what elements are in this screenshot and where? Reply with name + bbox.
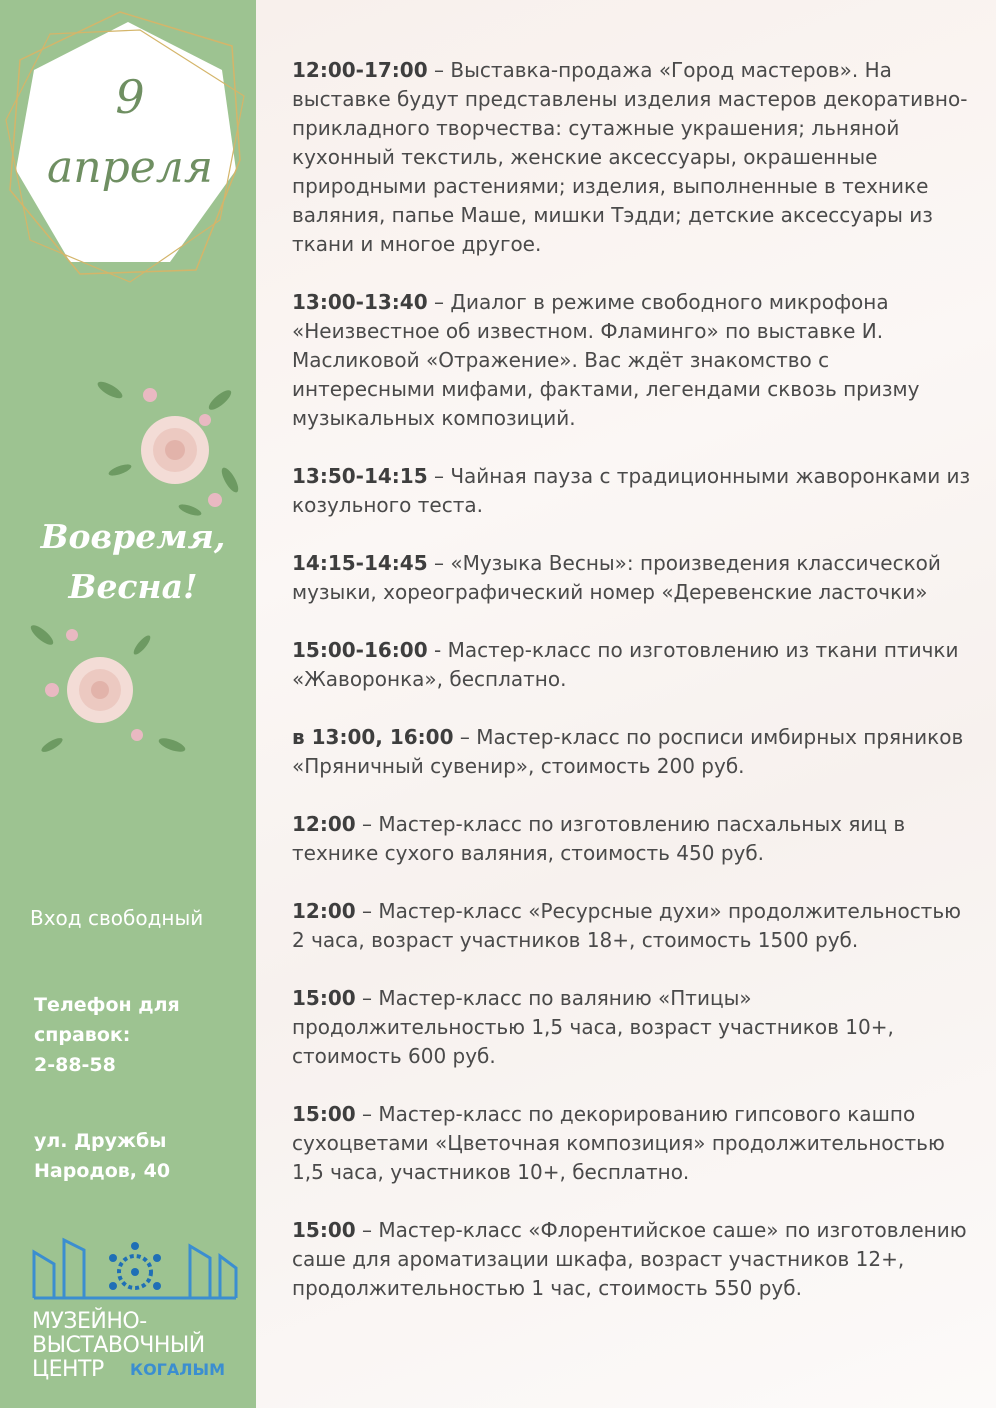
phone-line-2: справок: [34,1024,131,1046]
phone-number: 2-88-58 [34,1054,116,1076]
event-description: Выставка-продажа «Город мастеров». На выставке будут представлены изделия мастеров декоративно-прикладного творчества: сутажные украшения; льняной кухонный текстиль, женские аксессуары, окрашенные природными растениями; изделия, выполненные в технике валяния, папье Маше, мишки Тэдди; детские аксессуары из ткани и многое другое. [292,58,968,256]
event-description: Мастер-класс по изготовлению пасхальных яиц в технике сухого валяния, стоимость 450 руб. [292,812,906,865]
event-description: Мастер-класс «Флорентийское саше» по изготовлению саше для ароматизации шкафа, возраст участников 12+, продолжительностью 1 час, стоимость 550 руб. [292,1218,967,1300]
event-time: 13:50-14:15 [292,464,428,488]
event-separator: – [453,725,477,749]
logo-line-2: ВЫСТАВОЧНЫЙ [32,1333,205,1358]
event-separator: – [427,58,451,82]
event-item [292,1216,972,1303]
logo-line-3: ЦЕНТР [32,1357,104,1382]
event-description: Мастер-класс «Ресурсные духи» продолжительностью 2 часа, возраст участников 18+, стоимость 1500 руб. [292,899,961,952]
event-time: 15:00 [292,1218,356,1242]
event-item [292,897,972,955]
event-separator: – [355,1102,379,1126]
event-item [292,723,972,781]
event-separator: – [355,986,379,1010]
rose-decoration-top [80,360,250,530]
event-separator: - [427,638,448,662]
entry-info: Вход свободный [30,906,204,930]
logo-city: КОГАЛЫМ [130,1360,226,1379]
event-separator: – [427,290,451,314]
event-time: 14:15-14:45 [292,551,428,575]
event-description: «Музыка Весны»: произведения классической музыки, хореографический номер «Деревенские ласточки» [292,551,941,604]
event-time: 12:00-17:00 [292,58,428,82]
phone-info [34,990,234,1080]
slogan-line-1: Вовремя, [40,517,226,556]
date-month: апреля [47,142,213,193]
event-item [292,462,972,520]
event-separator: – [427,464,451,488]
event-item [292,810,972,868]
event-item [292,549,972,607]
event-time: 12:00 [292,812,356,836]
event-item [292,56,972,259]
event-item [292,288,972,433]
event-time: 13:00-13:40 [292,290,428,314]
event-item [292,1100,972,1187]
slogan [18,512,248,612]
address-line-2: Народов, 40 [34,1160,171,1182]
slogan-line-2: Весна! [68,567,198,606]
phone-line-1: Телефон для [34,994,180,1016]
event-time: 15:00-16:00 [292,638,428,662]
events-list [292,56,972,1332]
event-description: Мастер-класс по валянию «Птицы» продолжительностью 1,5 часа, возраст участников 10+, стоимость 600 руб. [292,986,894,1068]
event-description: Мастер-класс по изготовлению из ткани птички «Жаворонка», бесплатно. [292,638,959,691]
event-item [292,984,972,1071]
rose-decoration-bottom [22,615,192,780]
event-description: Мастер-класс по росписи имбирных пряников «Пряничный сувенир», стоимость 200 руб. [292,725,964,778]
event-separator: – [355,812,379,836]
event-item [292,636,972,694]
date-day: 9 [115,70,145,124]
event-description: Диалог в режиме свободного микрофона «Неизвестное об известном. Фламинго» по выставке И. Масликовой «Отражение». Вас ждёт знакомство с интересными мифами, фактами, легендами сквозь призму музыкальных композиций. [292,290,920,430]
logo-line-1: МУЗЕЙНО- [32,1309,147,1334]
event-time: 15:00 [292,986,356,1010]
event-separator: – [427,551,451,575]
event-description: Чайная пауза с традиционными жаворонками из козульного теста. [292,464,971,517]
event-separator: – [355,1218,379,1242]
address-info [34,1126,234,1186]
event-time: в 13:00, 16:00 [292,725,454,749]
event-separator: – [355,899,379,923]
sidebar [0,0,256,1408]
event-description: Мастер-класс по декорированию гипсового кашпо сухоцветами «Цветочная композиция» продолжительностью 1,5 часа, участников 10+, бесплатно. [292,1102,945,1184]
address-line-1: ул. Дружбы [34,1130,167,1152]
event-time: 12:00 [292,899,356,923]
event-time: 15:00 [292,1102,356,1126]
